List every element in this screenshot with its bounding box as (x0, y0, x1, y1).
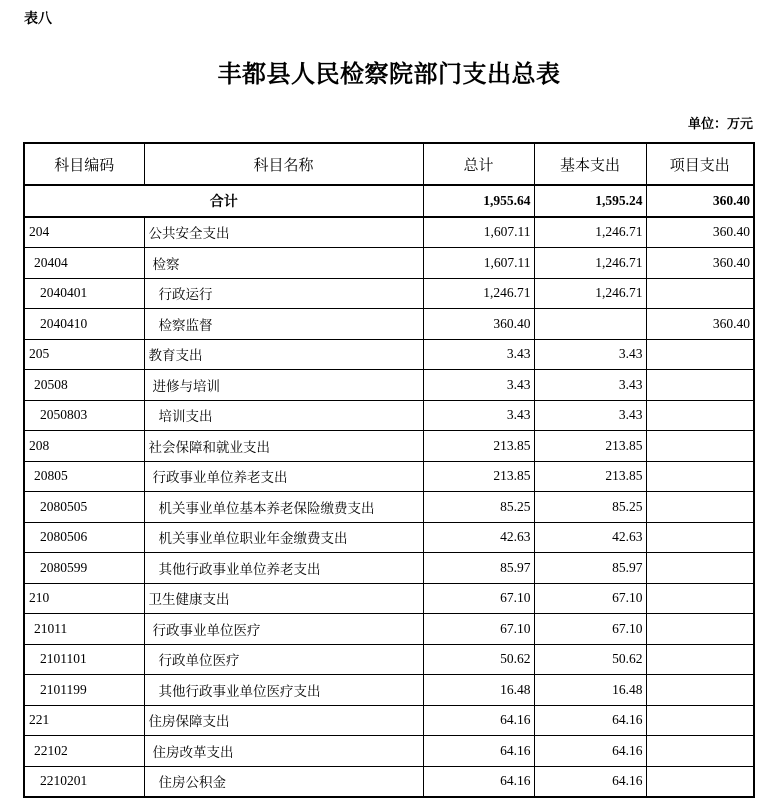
table-row (24, 522, 754, 553)
project-value-cell (646, 675, 754, 706)
project-value-cell (646, 370, 754, 401)
subject-name-cell: 行政事业单位养老支出 (144, 461, 423, 492)
total-value-cell: 64.16 (423, 736, 534, 767)
col-header-project: 项目支出 (646, 143, 754, 185)
project-value-cell: 360.40 (646, 217, 754, 248)
total-value-cell: 85.97 (423, 553, 534, 584)
col-header-basic: 基本支出 (534, 143, 646, 185)
project-value-cell (646, 492, 754, 523)
subject-code-cell: 2040401 (24, 278, 144, 309)
project-value-cell (646, 736, 754, 767)
subject-code-cell: 20508 (24, 370, 144, 401)
basic-value-cell: 1,246.71 (534, 278, 646, 309)
total-value-cell: 50.62 (423, 644, 534, 675)
total-value-cell: 1,607.11 (423, 248, 534, 279)
project-value-cell (646, 583, 754, 614)
expenditure-table (23, 142, 755, 798)
table-row (24, 217, 754, 248)
col-header-subject-name: 科目名称 (144, 143, 423, 185)
basic-value-cell: 213.85 (534, 431, 646, 462)
subject-code-cell: 2210201 (24, 766, 144, 797)
project-value-cell (646, 644, 754, 675)
total-value-cell: 3.43 (423, 370, 534, 401)
table-row (24, 278, 754, 309)
total-value-cell: 1,246.71 (423, 278, 534, 309)
project-value-cell (646, 431, 754, 462)
subject-code-cell: 221 (24, 705, 144, 736)
project-value-cell (646, 553, 754, 584)
table-row (24, 766, 754, 797)
subject-code-cell: 20404 (24, 248, 144, 279)
subject-name-cell: 住房保障支出 (144, 705, 423, 736)
project-value-cell (646, 400, 754, 431)
subject-name-cell: 其他行政事业单位养老支出 (144, 553, 423, 584)
table-row (24, 705, 754, 736)
total-value-cell: 64.16 (423, 766, 534, 797)
subject-name-cell: 住房改革支出 (144, 736, 423, 767)
project-value-cell (646, 278, 754, 309)
subject-name-cell: 卫生健康支出 (144, 583, 423, 614)
total-value-cell: 85.25 (423, 492, 534, 523)
project-value-cell (646, 339, 754, 370)
subject-name-cell: 公共安全支出 (144, 217, 423, 248)
subject-code-cell: 2080506 (24, 522, 144, 553)
subject-code-cell: 204 (24, 217, 144, 248)
unit-note: 单位：万元 (687, 116, 753, 131)
total-row-basic-value: 1,595.24 (534, 185, 646, 217)
subject-name-cell: 检察 (144, 248, 423, 279)
basic-value-cell: 3.43 (534, 370, 646, 401)
total-value-cell: 360.40 (423, 309, 534, 340)
subject-name-cell: 机关事业单位基本养老保险缴费支出 (144, 492, 423, 523)
subject-code-cell: 20805 (24, 461, 144, 492)
table-row (24, 461, 754, 492)
total-row-label: 合计 (24, 185, 423, 217)
subject-code-cell: 205 (24, 339, 144, 370)
subject-name-cell: 其他行政事业单位医疗支出 (144, 675, 423, 706)
total-value-cell: 64.16 (423, 705, 534, 736)
total-value-cell: 67.10 (423, 583, 534, 614)
project-value-cell (646, 705, 754, 736)
table-row (24, 339, 754, 370)
table-row (24, 370, 754, 401)
subject-name-cell: 住房公积金 (144, 766, 423, 797)
table-row (24, 614, 754, 645)
subject-name-cell: 社会保障和就业支出 (144, 431, 423, 462)
subject-code-cell: 2050803 (24, 400, 144, 431)
subject-code-cell: 2040410 (24, 309, 144, 340)
subject-name-cell: 培训支出 (144, 400, 423, 431)
subject-name-cell: 检察监督 (144, 309, 423, 340)
page-title: 丰都县人民检察院部门支出总表 (217, 62, 561, 88)
basic-value-cell: 85.25 (534, 492, 646, 523)
subject-name-cell: 行政运行 (144, 278, 423, 309)
total-value-cell: 213.85 (423, 461, 534, 492)
table-row (24, 583, 754, 614)
basic-value-cell: 1,246.71 (534, 248, 646, 279)
subject-name-cell: 教育支出 (144, 339, 423, 370)
table-row (24, 248, 754, 279)
project-value-cell (646, 522, 754, 553)
project-value-cell (646, 766, 754, 797)
total-row (24, 185, 754, 217)
total-value-cell: 3.43 (423, 400, 534, 431)
table-row (24, 309, 754, 340)
subject-name-cell: 行政事业单位医疗 (144, 614, 423, 645)
basic-value-cell: 64.16 (534, 766, 646, 797)
basic-value-cell (534, 309, 646, 340)
table-row (24, 431, 754, 462)
table-row (24, 675, 754, 706)
total-value-cell: 42.63 (423, 522, 534, 553)
basic-value-cell: 50.62 (534, 644, 646, 675)
basic-value-cell: 64.16 (534, 705, 646, 736)
basic-value-cell: 67.10 (534, 583, 646, 614)
subject-code-cell: 210 (24, 583, 144, 614)
basic-value-cell: 42.63 (534, 522, 646, 553)
project-value-cell: 360.40 (646, 248, 754, 279)
project-value-cell (646, 461, 754, 492)
basic-value-cell: 16.48 (534, 675, 646, 706)
subject-code-cell: 22102 (24, 736, 144, 767)
total-row-total-value: 1,955.64 (423, 185, 534, 217)
basic-value-cell: 1,246.71 (534, 217, 646, 248)
basic-value-cell: 3.43 (534, 339, 646, 370)
col-header-total: 总计 (423, 143, 534, 185)
subject-name-cell: 行政单位医疗 (144, 644, 423, 675)
subject-code-cell: 208 (24, 431, 144, 462)
subject-name-cell: 进修与培训 (144, 370, 423, 401)
project-value-cell (646, 614, 754, 645)
total-value-cell: 67.10 (423, 614, 534, 645)
total-value-cell: 16.48 (423, 675, 534, 706)
subject-code-cell: 2101101 (24, 644, 144, 675)
table-number-label: 表八 (24, 12, 52, 27)
total-row-project-value: 360.40 (646, 185, 754, 217)
subject-code-cell: 2080505 (24, 492, 144, 523)
basic-value-cell: 85.97 (534, 553, 646, 584)
basic-value-cell: 64.16 (534, 736, 646, 767)
table-row (24, 400, 754, 431)
table-row (24, 553, 754, 584)
project-value-cell: 360.40 (646, 309, 754, 340)
col-header-subject-code: 科目编码 (24, 143, 144, 185)
subject-code-cell: 2101199 (24, 675, 144, 706)
basic-value-cell: 213.85 (534, 461, 646, 492)
basic-value-cell: 3.43 (534, 400, 646, 431)
table-row (24, 736, 754, 767)
subject-code-cell: 2080599 (24, 553, 144, 584)
table-row (24, 492, 754, 523)
total-value-cell: 3.43 (423, 339, 534, 370)
total-value-cell: 1,607.11 (423, 217, 534, 248)
subject-name-cell: 机关事业单位职业年金缴费支出 (144, 522, 423, 553)
header-row (24, 143, 754, 185)
total-value-cell: 213.85 (423, 431, 534, 462)
subject-code-cell: 21011 (24, 614, 144, 645)
basic-value-cell: 67.10 (534, 614, 646, 645)
table-row (24, 644, 754, 675)
